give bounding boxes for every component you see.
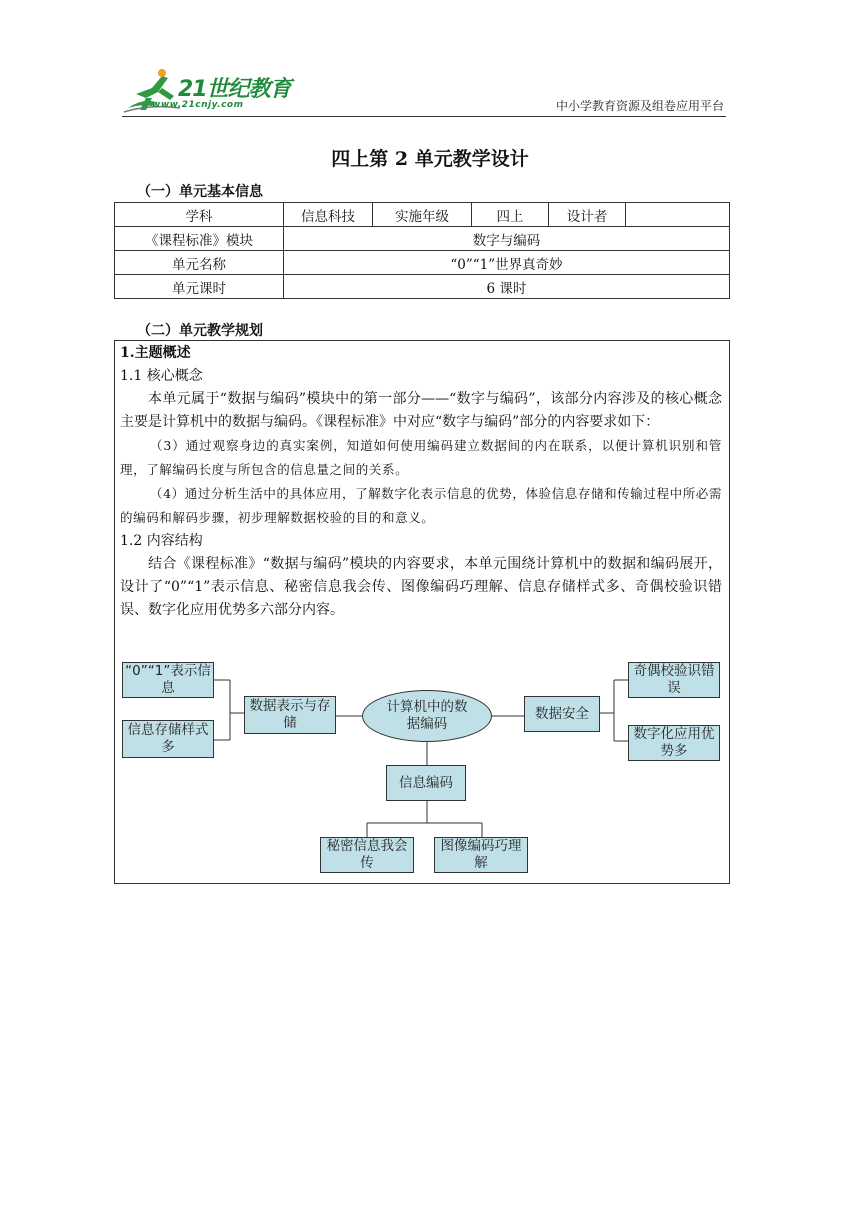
paragraph-content-structure: 结合《课程标准》“数据与编码”模块的内容要求，本单元围绕计算机中的数据和编码展开，设计了“0”“1”表示信息、秘密信息我会传、图像编码巧理解、信息存储样式多、奇偶校验识错误、数字化应用优势多六部分内容。 [120, 556, 722, 618]
section2-heading: （二）单元教学规划 [137, 323, 263, 339]
node-information-encoding: 信息编码 [386, 765, 466, 801]
table-cell: 学科 [115, 203, 284, 227]
section1-heading: （一）单元基本信息 [137, 184, 263, 200]
unit-info-table [114, 202, 730, 299]
table-cell [626, 203, 730, 227]
node-data-representation-storage: 数据表示与存储 [244, 696, 336, 734]
subheading-core-concept: 1.1 核心概念 [120, 368, 203, 384]
table-row [115, 275, 730, 299]
logo-text: 21世纪教育 [178, 77, 291, 102]
content-structure-diagram [114, 655, 730, 880]
planning-content [120, 342, 722, 622]
table-cell: 数字与编码 [284, 227, 730, 251]
platform-name: 中小学教育资源及组卷应用平台 [555, 99, 724, 113]
page-title: 四上第 2 单元教学设计 [331, 148, 529, 170]
logo-url: www.21cnjy.com [152, 100, 244, 110]
table-cell: 《课程标准》模块 [115, 227, 284, 251]
node-01-represent-info: “0”“1”表示信息 [122, 662, 214, 698]
requirement-3: （3）通过观察身边的真实案例，知道如何使用编码建立数据间的内在联系，以便计算机识别和管理，了解编码长度与所包含的信息量之间的关系。 [120, 438, 722, 477]
node-digital-advantages: 数字化应用优势多 [628, 725, 720, 761]
node-secret-message: 秘密信息我会传 [320, 837, 414, 873]
table-row [115, 227, 730, 251]
table-cell: 单元课时 [115, 275, 284, 299]
node-storage-styles: 信息存储样式多 [122, 720, 214, 758]
table-cell: 信息科技 [284, 203, 373, 227]
table-cell: 四上 [472, 203, 549, 227]
paragraph-core-concept: 本单元属于“数据与编码”模块中的第一部分——“数字与编码”，该部分内容涉及的核心概念主要是计算机中的数据与编码。《课程标准》中对应“数字与编码”部分的内容要求如下： [120, 391, 722, 430]
table-cell: 单元名称 [115, 251, 284, 275]
table-cell: 实施年级 [373, 203, 472, 227]
table-row [115, 203, 730, 227]
node-image-encoding: 图像编码巧理解 [434, 837, 528, 873]
table-cell: “0”“1”世界真奇妙 [284, 251, 730, 275]
table-cell: 设计者 [549, 203, 626, 227]
topic-heading: 1.主题概述 [120, 345, 191, 361]
node-center-data-encoding: 计算机中的数据编码 [362, 690, 492, 742]
header-divider [122, 116, 726, 117]
header-logo [122, 68, 292, 118]
node-parity-check: 奇偶校验识错误 [628, 662, 720, 698]
requirement-4: （4）通过分析生活中的具体应用，了解数字化表示信息的优势，体验信息存储和传输过程中所必需的编码和解码步骤，初步理解数据校验的目的和意义。 [120, 486, 722, 525]
table-cell: 6 课时 [284, 275, 730, 299]
table-row [115, 251, 730, 275]
subheading-content-structure: 1.2 内容结构 [120, 533, 203, 549]
node-data-security: 数据安全 [524, 696, 600, 732]
